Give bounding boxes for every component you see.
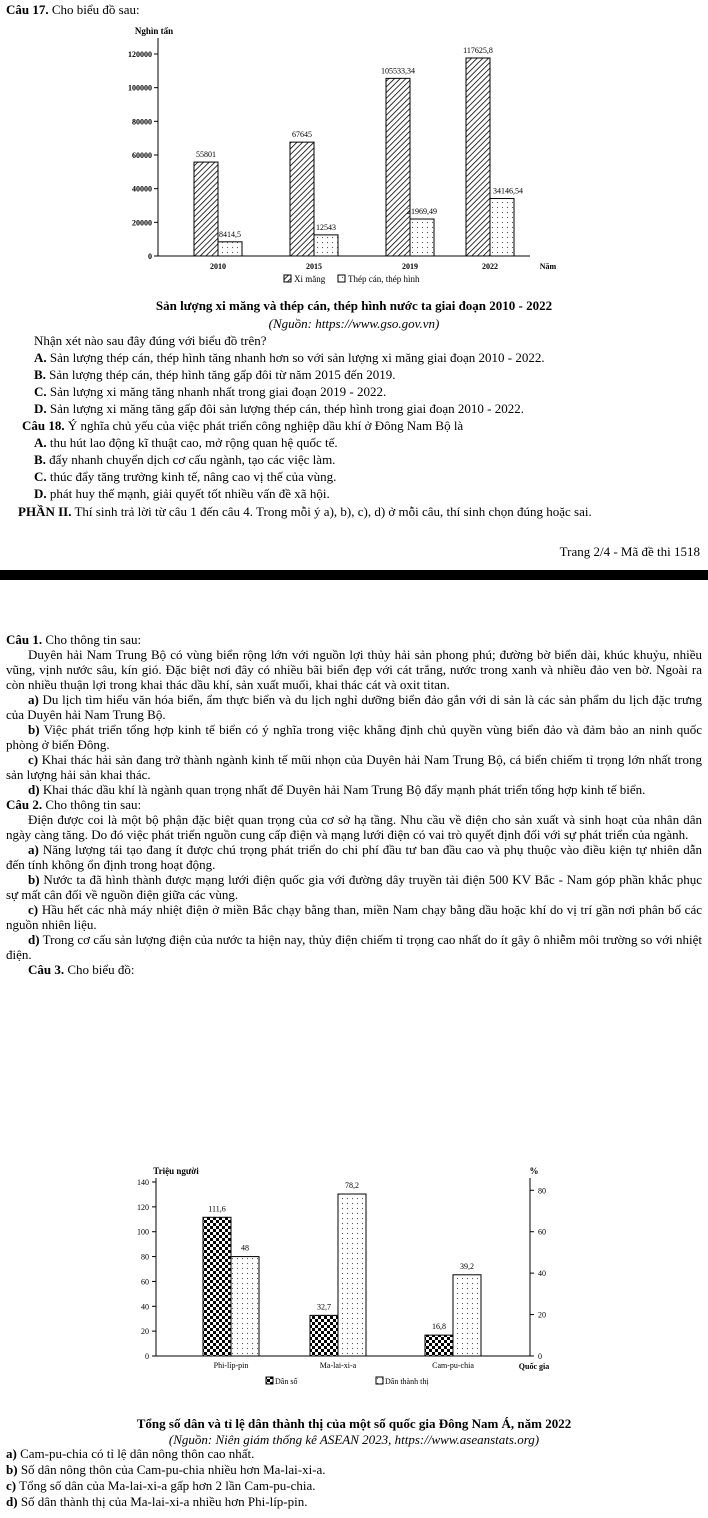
- item-key: b): [6, 1462, 18, 1477]
- data-label-steel: 34146,54: [493, 186, 523, 196]
- x-tick-label: Cam-pu-chia: [432, 1361, 474, 1370]
- item-text: Khai thác hải sản đang trở thành ngành kinh tế mũi nhọn của Duyên hải Nam Trung Bộ, cá biển chiếm tỉ trọng lớn nhất trong sản lượng hải sản khai thác.: [6, 752, 702, 782]
- y-left-tick-label: 0: [145, 1352, 149, 1361]
- item-text: Cam-pu-chia có tỉ lệ dân nông thôn cao nhất.: [20, 1446, 255, 1461]
- q17-option-d[interactable]: [34, 401, 524, 416]
- option-key: D.: [34, 401, 47, 416]
- y-right-tick-label: 60: [538, 1227, 546, 1237]
- option-text: phát huy thế mạnh, giải quyết tốt nhiều vấn đề xã hội.: [49, 486, 330, 501]
- q18-option-c[interactable]: [34, 469, 336, 484]
- item-key: a): [28, 692, 39, 707]
- q18-option-d[interactable]: [34, 486, 330, 501]
- q17-number: Câu 17.: [6, 2, 49, 17]
- option-text: thu hút lao động kĩ thuật cao, mở rộng quan hệ quốc tế.: [49, 435, 338, 450]
- option-key: C.: [34, 469, 47, 484]
- c3-item-c[interactable]: [6, 1478, 316, 1493]
- item-text: Số dân nông thôn của Cam-pu-chia nhiều hơn Ma-lai-xi-a.: [20, 1462, 326, 1477]
- y-right-tick-label: 40: [538, 1269, 546, 1279]
- page-separator: [0, 570, 708, 580]
- c2-header: [6, 797, 702, 812]
- page-footer: Trang 2/4 - Mã đề thi 1518: [559, 544, 700, 559]
- q17-option-c[interactable]: [34, 384, 386, 399]
- y-right-tick-label: 20: [538, 1310, 546, 1320]
- c2-item-d[interactable]: [6, 932, 702, 962]
- legend-swatch-urban: [376, 1377, 383, 1384]
- item-key: d): [28, 932, 40, 947]
- q17-text: Cho biểu đồ sau:: [51, 2, 140, 17]
- x-axis-label: Quốc gia: [518, 1362, 550, 1371]
- chart2-title: Tổng số dân và tỉ lệ dân thành thị của một số quốc gia Đông Nam Á, năm 2022: [136, 1416, 572, 1431]
- y-left-tick-label: 120: [137, 1202, 149, 1212]
- q17-question: Nhận xét nào sau đây đúng với biểu đồ trên?: [34, 333, 267, 348]
- c1-block: [6, 632, 702, 977]
- chart1-title: Sản lượng xi măng và thép cán, thép hình nước ta giai đoạn 2010 - 2022: [155, 298, 553, 313]
- x-tick-label: 2015: [306, 262, 322, 271]
- y-axis-label: Nghìn tấn: [134, 26, 174, 36]
- c2-paragraph: Điện được coi là một bộ phận đặc biệt quan trọng của cơ sở hạ tầng. Nhu cầu về điện cho sản xuất và sinh hoạt của nhân dân ngày càng tăng. Do đó việc phát triển nguồn cung cấp điện và mạng lưới điện có vai trò quyết định đối với sự phát triển của ngành.: [6, 812, 702, 842]
- data-label-urban-rate: 48: [241, 1243, 249, 1253]
- bar-steel: [218, 242, 242, 256]
- x-tick-label: Phi-líp-pin: [213, 1361, 249, 1370]
- data-label-cement: 105533,34: [381, 66, 415, 76]
- bar-cement: [466, 58, 490, 256]
- data-label-urban-rate: 78,2: [345, 1181, 359, 1191]
- q17-option-b[interactable]: [34, 367, 395, 382]
- legend-steel: Thép cán, thép hình: [348, 274, 420, 284]
- option-text: Sản lượng thép cán, thép hình tăng gấp đôi từ năm 2015 đến 2019.: [49, 367, 396, 382]
- data-label-population: 16,8: [432, 1322, 446, 1332]
- item-text: Khai thác dầu khí là ngành quan trọng nhất để Duyên hải Nam Trung Bộ đẩy mạnh phát triển tổng hợp kinh tế biển.: [42, 782, 646, 797]
- c1-item-c[interactable]: [6, 752, 702, 782]
- exam-page-3: [0, 580, 708, 1518]
- q18-option-b[interactable]: [34, 452, 335, 467]
- item-key: b): [28, 872, 40, 887]
- data-label-population: 32,7: [317, 1302, 331, 1312]
- c2-text: Cho thông tin sau:: [45, 797, 142, 812]
- bar-cement: [194, 162, 218, 256]
- chart1-source: (Nguồn: https://www.gso.gov.vn): [268, 316, 440, 331]
- y-right-label: %: [529, 1166, 539, 1176]
- c1-text: Cho thông tin sau:: [45, 632, 142, 647]
- data-label-cement: 55801: [196, 150, 216, 160]
- y-left-tick-label: 80: [141, 1252, 149, 1262]
- option-text: đẩy nhanh chuyển dịch cơ cấu ngành, tạo các việc làm.: [49, 452, 336, 467]
- data-label-cement: 117625,8: [463, 45, 493, 55]
- item-text: Nước ta đã hình thành được mạng lưới điện quốc gia với đường dây truyền tải điện 500 KV Bắc - Nam góp phần khắc phục sự mất cân đối về nguồn điện giữa các vùng.: [6, 872, 703, 902]
- q18-header: [22, 418, 463, 433]
- bar-steel: [410, 219, 434, 256]
- item-text: Tổng số dân của Ma-lai-xi-a gấp hơn 2 lần Cam-pu-chia.: [19, 1478, 316, 1493]
- legend-swatch-population: [266, 1377, 273, 1384]
- x-tick-label: Ma-lai-xi-a: [319, 1361, 357, 1370]
- c1-item-d[interactable]: [6, 782, 702, 797]
- data-label-steel: 21969,49: [407, 207, 437, 217]
- exam-page-2: [0, 0, 708, 570]
- c2-item-c[interactable]: [6, 902, 702, 932]
- c2-number: Câu 2.: [6, 797, 43, 812]
- c3-item-a[interactable]: [6, 1446, 254, 1461]
- c2-item-b[interactable]: [6, 872, 702, 902]
- item-key: d): [6, 1494, 18, 1509]
- option-key: A.: [34, 435, 47, 450]
- option-text: Sản lượng xi măng tăng nhanh nhất trong giai đoạn 2019 - 2022.: [49, 384, 387, 399]
- item-key: c): [28, 752, 39, 767]
- y-tick-label: 20000: [132, 218, 152, 228]
- item-key: d): [28, 782, 40, 797]
- q18-text: Ý nghĩa chủ yếu của việc phát triển công nghiệp dầu khí ở Đông Nam Bộ là: [67, 418, 464, 433]
- part2-header: [18, 504, 592, 519]
- q17-header: [6, 2, 140, 17]
- y-left-tick-label: 40: [141, 1302, 149, 1312]
- y-tick-label: 100000: [128, 83, 152, 93]
- item-key: c): [6, 1478, 17, 1493]
- bar-steel: [490, 199, 514, 256]
- option-text: Sản lượng xi măng tăng gấp đôi sản lượng thép cán, thép hình trong giai đoạn 2010 - 2022.: [49, 401, 524, 416]
- bar-steel: [314, 235, 338, 256]
- item-text: Năng lượng tái tạo đang ít được chú trọng phát triển do chi phí đầu tư ban đầu cao và phụ thuộc vào điều kiện tự nhiên dẫn đến tính không ổn định trong hoạt động.: [6, 842, 702, 872]
- c3-item-b[interactable]: [6, 1462, 326, 1477]
- data-label-cement: 67645: [292, 130, 312, 140]
- data-label-urban-rate: 39,2: [460, 1261, 474, 1271]
- part2-heading: PHẦN II.: [18, 504, 72, 519]
- c1-header: [6, 632, 702, 647]
- option-key: A.: [34, 350, 47, 365]
- y-right-tick-label: 80: [538, 1186, 546, 1196]
- y-tick-label: 120000: [128, 50, 152, 59]
- option-text: thúc đẩy tăng trưởng kinh tế, nâng cao vị thế của vùng.: [49, 469, 337, 484]
- item-key: c): [28, 902, 39, 917]
- option-key: B.: [34, 367, 46, 382]
- y-tick-label: 40000: [132, 184, 152, 194]
- c2-item-a[interactable]: [6, 842, 702, 872]
- y-left-tick-label: 140: [137, 1178, 149, 1187]
- bar-urban-rate: [338, 1194, 366, 1356]
- data-label-steel: 12543: [316, 222, 336, 232]
- x-tick-label: 2010: [210, 262, 226, 271]
- c3-text: Cho biểu đồ:: [67, 962, 135, 977]
- c1-item-a[interactable]: [6, 692, 702, 722]
- x-tick-label: 2022: [482, 262, 498, 271]
- option-text: Sản lượng thép cán, thép hình tăng nhanh hơn so với sản lượng xi măng giai đoạn 2010 - 2022.: [49, 350, 545, 365]
- c3-header: [6, 962, 702, 977]
- bar-population: [203, 1217, 231, 1356]
- y-left-tick-label: 20: [141, 1327, 149, 1337]
- item-key: a): [6, 1446, 17, 1461]
- data-label-steel: 8414,5: [219, 229, 241, 239]
- bar-urban-rate: [231, 1257, 259, 1356]
- legend-cement: Xi măng: [294, 274, 326, 284]
- bar-urban-rate: [453, 1275, 481, 1356]
- c1-item-b[interactable]: [6, 722, 702, 752]
- x-axis-label: Năm: [539, 262, 557, 271]
- legend-population: Dân số: [275, 1377, 298, 1386]
- item-text: Số dân thành thị của Ma-lai-xi-a nhiều hơn Phi-líp-pin.: [20, 1494, 308, 1509]
- item-key: b): [28, 722, 40, 737]
- c1-paragraph: Duyên hải Nam Trung Bộ có vùng biển rộng lớn với nguồn lợi thủy hải sản phong phú; đường bờ biển dài, khúc khuỷu, nhiều vũng, vịnh nước sâu, kín gió. Đặc biệt nơi đây có nhiều bãi biển đẹp với cát trắng, nước trong xanh và nhiều đảo ven bờ. Ngoài ra còn nhiều thuận lợi trong khai thác dầu khí, sản xuất muối, khai thác cát và oxit titan.: [6, 647, 702, 692]
- option-key: C.: [34, 384, 47, 399]
- item-text: Trong cơ cấu sản lượng điện của nước ta hiện nay, thủy điện chiếm tỉ trọng cao nhất do ít gây ô nhiễm môi trường so với nhiệt điện.: [6, 932, 703, 962]
- y-tick-label: 60000: [132, 151, 152, 160]
- y-left-tick-label: 100: [137, 1227, 149, 1237]
- option-key: D.: [34, 486, 47, 501]
- chart-population-urban: [0, 1166, 708, 1416]
- legend-swatch-steel: [338, 275, 345, 282]
- q17-option-a[interactable]: [34, 350, 545, 365]
- c1-number: Câu 1.: [6, 632, 43, 647]
- c3-number: Câu 3.: [28, 962, 65, 977]
- bar-cement: [386, 78, 410, 256]
- item-text: Du lịch tìm hiểu văn hóa biển, ẩm thực biển và du lịch nghỉ dưỡng biển đảo gắn với di sản là các sản phẩm du lịch đặc trưng của Duyên hải Nam Trung Bộ.: [6, 692, 703, 722]
- chart2-source: (Nguồn: Niên giám thống kê ASEAN 2023, https://www.aseanstats.org): [168, 1432, 540, 1447]
- legend-urban: Dân thành thị: [385, 1377, 429, 1386]
- data-label-population: 111,6: [208, 1204, 226, 1214]
- y-left-tick-label: 60: [141, 1277, 149, 1287]
- bar-population: [310, 1315, 338, 1356]
- c3-item-d[interactable]: [6, 1494, 308, 1509]
- q18-number: Câu 18.: [22, 418, 65, 433]
- part2-text: Thí sinh trả lời từ câu 1 đến câu 4. Trong mỗi ý a), b), c), d) ở mỗi câu, thí sinh chọn đúng hoặc sai.: [74, 504, 592, 519]
- y-left-label: Triệu người: [153, 1166, 199, 1176]
- y-tick-label: 80000: [132, 117, 152, 127]
- item-key: a): [28, 842, 39, 857]
- bar-population: [425, 1335, 453, 1356]
- item-text: Việc phát triển tổng hợp kinh tế biển có ý nghĩa trong việc khẳng định chủ quyền vùng biển đảo và đảm bảo an ninh quốc phòng ở biển Đông.: [6, 722, 703, 752]
- y-tick-label: 0: [148, 252, 152, 261]
- chart-cement-steel: [0, 20, 708, 320]
- q18-option-a[interactable]: [34, 435, 338, 450]
- option-key: B.: [34, 452, 46, 467]
- bar-cement: [290, 142, 314, 256]
- legend-swatch-cement: [284, 275, 291, 282]
- x-tick-label: 2019: [402, 262, 418, 271]
- y-right-tick-label: 0: [538, 1352, 542, 1361]
- item-text: Hầu hết các nhà máy nhiệt điện ở miền Bắc chạy bằng than, miền Nam chạy bằng dầu hoặc khí do vị trí gần nơi phân bố các nguồn nhiên liệu.: [6, 902, 702, 932]
